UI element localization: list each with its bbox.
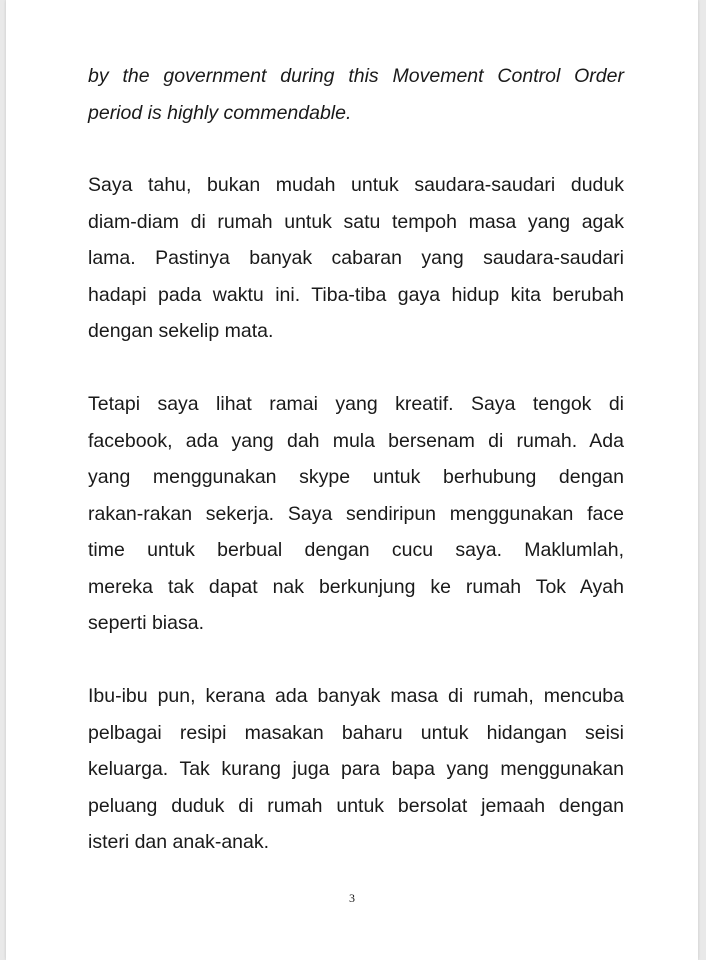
- paragraph-line: dengan sekelip mata.: [88, 320, 274, 342]
- paragraph-line: time untuk berbual dengan cucu saya. Maklumlah,: [88, 539, 624, 561]
- page-number: 3: [349, 891, 355, 905]
- paragraph-line: mereka tak dapat nak berkunjung ke rumah Tok Ayah: [88, 575, 624, 598]
- paragraph-line: seperti biasa.: [88, 612, 204, 634]
- paragraph-line: hadapi pada waktu ini. Tiba-tiba gaya hidup kita berubah: [88, 283, 624, 306]
- paragraph-line: by the government during this Movement Control Order: [88, 65, 624, 87]
- paragraph-3: [88, 386, 624, 642]
- paragraph-1: [88, 58, 624, 131]
- paragraph-line: Ibu-ibu pun, kerana ada banyak masa di rumah, mencuba: [88, 685, 624, 707]
- paragraph-line: rakan-rakan sekerja. Saya sendiripun menggunakan face: [88, 502, 624, 525]
- paragraph-line: isteri dan anak-anak.: [88, 831, 270, 853]
- paragraph-2: [88, 167, 624, 350]
- paragraph-line: lama. Pastinya banyak cabaran yang saudara-saudari: [88, 247, 624, 269]
- paragraph-line: yang menggunakan skype untuk berhubung dengan: [88, 466, 624, 488]
- paragraph-line: pelbagai resipi masakan baharu untuk hidangan seisi: [88, 721, 624, 744]
- paragraph-line: Saya tahu, bukan mudah untuk saudara-saudari duduk: [88, 174, 624, 196]
- paragraph-line: peluang duduk di rumah untuk bersolat jemaah dengan: [88, 794, 624, 817]
- paragraph-line: diam-diam di rumah untuk satu tempoh masa yang agak: [88, 210, 624, 233]
- paragraph-line: Tetapi saya lihat ramai yang kreatif. Saya tengok di: [88, 393, 624, 415]
- paragraph-4: [88, 678, 624, 861]
- paragraph-line: facebook, ada yang dah mula bersenam di rumah. Ada: [88, 429, 624, 452]
- paragraph-line: keluarga. Tak kurang juga para bapa yang menggunakan: [88, 758, 624, 780]
- document-page: [6, 0, 698, 960]
- paragraph-line: period is highly commendable.: [88, 101, 352, 124]
